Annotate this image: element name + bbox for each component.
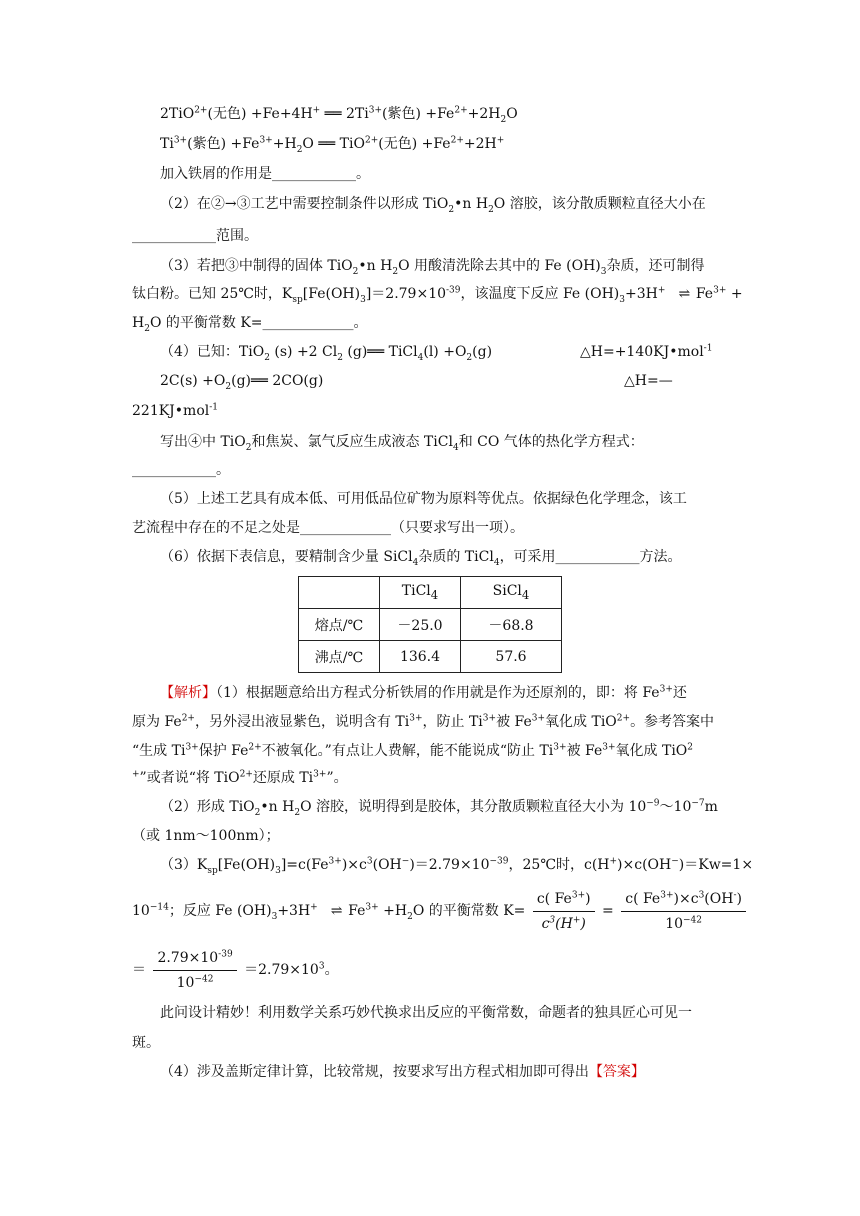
table-cell: 136.4 [380,641,461,673]
question-4-prompt: 写出④中 TiO$_2$和焦炭、氯气反应生成液态 TiCl$_4$和 CO 气体的热化学方程式： [160,434,644,453]
question-3-line-2: 钛白粉。已知 25℃时，$K_{sp}[Fe(OH)_3]=2.79\times 10^{-39}$，该温度下反应 Fe $(OH)_3+3H^+$ ⇌ $Fe^{3+}$ + [132,285,743,305]
question-4-line-1: （4）已知：TiO$_2$ (s) +2 $Cl_2$ (g)══ TiCl$_4$(l) $+O_2(g)$ [160,344,493,363]
question-3-line-1: （3）若把③中制得的固体 TiO$_2$•n $H_2O$ 用酸清洗除去其中的 Fe $(OH)_3$杂质，还可制得 [160,258,705,277]
equation-1: 2TiO$^{2+}$(无色) +Fe+4H+ ══ $2Ti^{3+}$(紫色) $+Fe^{2+}+2H_2O$ [160,105,518,125]
analysis-tag: 【解析】 [160,685,216,701]
answer-2-line-1: （2）形成 TiO$_2$•n $H_2O$ 溶胶，说明得到是胶体，其分散质颗粒直径大小为 $10^{-9}\sim 10^{-7}m$ [160,798,718,818]
delta-h-1: △H=+140KJ•mol$^{-1}$ [580,343,713,360]
properties-table [298,576,562,673]
table-row [299,641,562,673]
fraction-substitution: $\frac{c( Fe^{3+})\times c^3(OH^-)}{10^{-42}}$ [621,888,746,935]
table-cell: 57.6 [461,641,562,673]
answer-3-line-3: ＝ $\frac{2.79\times 10^{-39}}{10^{-42}}$ $=2.79\times 10^3$。 [132,945,339,995]
row-label-melting-point: 熔点/℃ [299,609,380,641]
analysis-line-3: “生成 $Ti^{3+}$保护 $Fe^{2+}$不被氧化。”有点让人费解，能不能说成“防止 $Ti^{3+}$被 $Fe^{3+}$氧化成 TiO$^2$ [132,742,694,759]
question-4-blank: ____________。 [132,462,230,478]
comment-line-2: 斑。 [132,1035,160,1051]
equation-2: $Ti^{3+}$(紫色) $+Fe^{3+}+H_2O$ ══ TiO$^{2+}$(无色) $+Fe^{2+}+2H^+$ [160,135,505,155]
equilibrium-arrow-icon: ⇌ [330,903,340,919]
answer-4: （4）涉及盖斯定律计算，比较常规，按要求写出方程式相加即可得出【答案】 [160,1064,645,1080]
answer-2-line-2: （或 1nm～100nm）； [132,828,280,844]
comment-line-1: 此问设计精妙！利用数学关系巧妙代换求出反应的平衡常数，命题者的独具匠心可见一 [160,1005,692,1021]
question-5-line-2: 艺流程中存在的不足之处是_____________（只要求写出一项）。 [132,520,524,536]
analysis-line-4: +”或者说“将 TiO$^{2+}$还原成 $Ti^{3+}$”。 [132,769,348,786]
fraction-equilibrium-constant: $\frac{c( Fe^{3+})}{c^3(H^+)}$ [533,888,595,935]
question-5-line-1: （5）上述工艺具有成本低、可用低品位矿物为原料等优点。依据绿色化学理念，该工 [160,491,687,507]
delta-h-2: △H=— [624,373,673,389]
analysis-line-1: 【解析】（1）根据题意给出方程式分析铁屑的作用就是作为还原剂的，即：将 $Fe^{3+}$还 [160,684,687,701]
answer-3-line-2: $10^{-14}$；反应 Fe $(OH)_3+3H^+$ ⇌ $Fe^{3+} +H_2O$ 的平衡常数 K= $\frac{c( Fe^{3+})}{c^3(H^+)}$ = $\frac{c( Fe^{3+})\times c^3(OH^-)}{10^{-42}}$ [132,886,749,936]
analysis-line-2: 原为 $Fe^{2+}$，另外浸出液显紫色，说明含有 $Ti^{3+}$，防止 $Ti^{3+}$被 $Fe^{3+}$氧化成 TiO$^{2+}$。参考答案中 [132,713,715,730]
iron-question-line: 加入铁屑的作用是____________。 [160,166,370,182]
table-row [299,609,562,641]
question-4-line-2: $2C(s) +O_2(g)══$ 2CO(g) [160,373,324,392]
fraction-numeric: $\frac{2.79\times 10^{-39}}{10^{-42}}$ [153,947,236,994]
table-cell: －25.0 [380,609,461,641]
delta-h-2-value: 221KJ•mol$^{-1}$ [132,402,219,419]
equilibrium-arrow-icon: ⇌ [678,286,688,302]
question-2: （2）在②→③工艺中需要控制条件以形成 TiO$_2$•n $H_2O$ 溶胶，该分散质颗粒直径大小在 [160,196,706,215]
table-cell: －68.8 [461,609,562,641]
question-2-blank: ____________范围。 [132,228,258,244]
question-6: （6）依据下表信息，要精制含少量 SiCl$_4$杂质的 TiCl$_4$，可采用____________方法。 [160,549,682,568]
row-label-boiling-point: 沸点/℃ [299,641,380,673]
table-header-sicl4: SiCl$_4$ [461,577,562,609]
question-3-line-3: $H_2O$ 的平衡常数 K=_____________。 [132,315,368,334]
answer-tag: 【答案】 [588,1064,645,1080]
answer-3-line-1: $(3)K_{sp}[Fe(OH)_3]=c(Fe^{3+})\times c^3(OH^-)=2.79\times 10^{-39}$，25℃时，c(H+)×c(OH−)＝Kw=1× [160,856,754,876]
table-cell [299,577,380,609]
table-header-ticl4: TiCl$_4$ [380,577,461,609]
table-row [299,577,562,609]
